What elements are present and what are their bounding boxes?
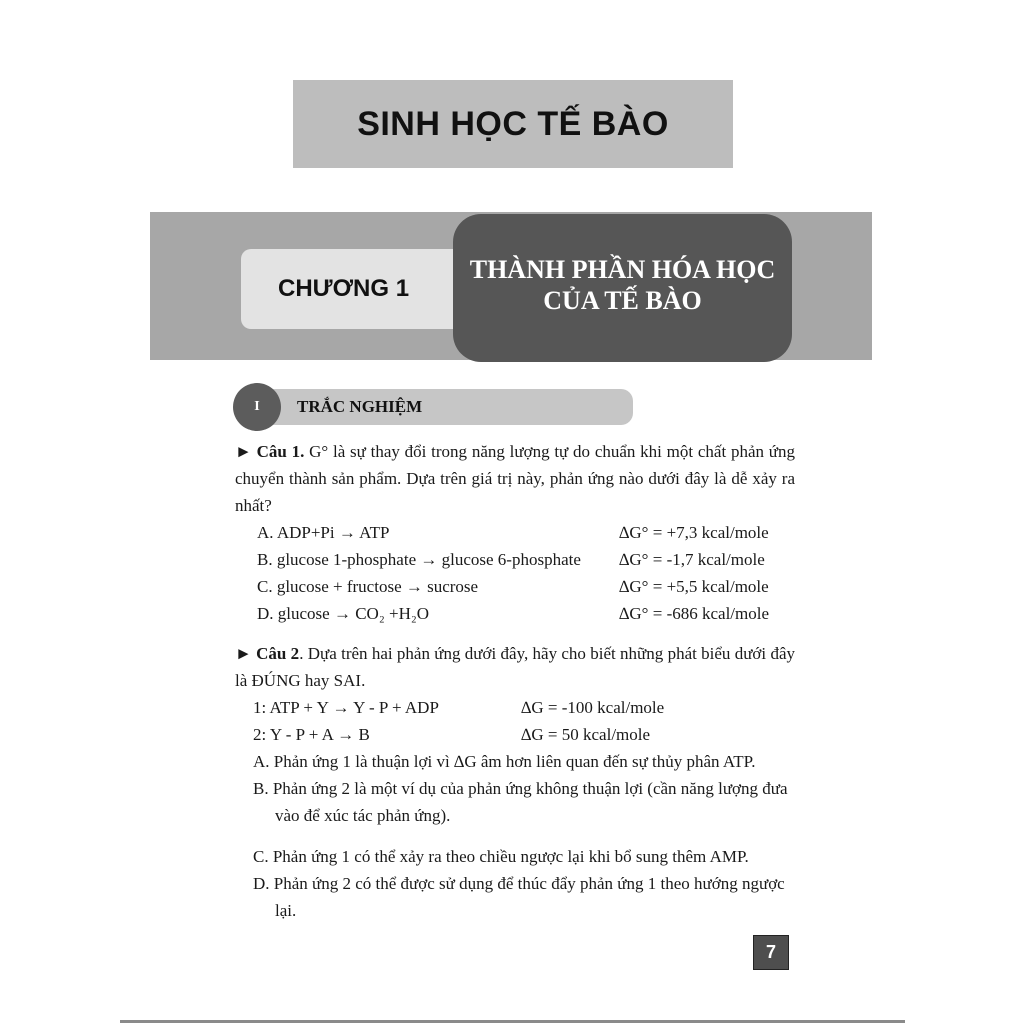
book-title: SINH HỌC TẾ BÀO [357,104,669,143]
question-2-reaction [253,721,795,748]
reaction-equation: 1: ATP + Y → Y - P + ADP [253,698,439,717]
reaction-energy: ∆G = 50 kcal/mole [521,725,651,744]
chapter-label: CHƯƠNG 1 [278,275,410,302]
option-reaction: D. glucose → CO₂ +H₂O [257,604,430,623]
question-2-text: . Dựa trên hai phản ứng dưới đây, hãy cho biết những phát biểu dưới đây là ĐÚNG hay SAI. [235,644,796,690]
book-title-banner [293,80,733,168]
section-number-badge: I [233,383,281,431]
statement-b: B. Phản ứng 2 là một ví dụ của phản ứng không thuận lợi (cần năng lượng đưa vào để xúc tác phản ứng). [253,779,788,825]
option-reaction: A. ADP+Pi → ATP [257,523,390,542]
question-1-option [257,573,795,600]
questions-content [235,438,795,924]
question-1-label: ► Câu 1. [235,442,305,461]
question-1-option [257,600,795,627]
question-2-label: ► Câu 2 [235,644,300,663]
question-1-option [257,546,795,573]
section-title: TRẮC NGHIỆM [297,397,423,416]
question-1-option [257,519,795,546]
option-energy: ∆G° = -1,7 kcal/mole [619,550,765,569]
question-1-stem [235,438,795,519]
chapter-title-line-2: CỦA TẾ BÀO [543,286,702,315]
statement-d: D. Phản ứng 2 có thể được sử dụng để thúc đẩy phản ứng 1 theo hướng ngược lại. [253,874,785,920]
question-1-text: G° là sự thay đổi trong năng lượng tự do chuẩn khi một chất phản ứng chuyển thành sản phẩm. Dựa trên giá trị này, phản ứng nào dưới đây là dễ xảy ra nhất? [235,442,796,515]
option-energy: ∆G° = -686 kcal/mole [619,604,770,623]
option-energy: ∆G° = +7,3 kcal/mole [619,523,769,542]
reaction-energy: ∆G = -100 kcal/mole [521,698,665,717]
chapter-label-box [241,249,481,329]
option-reaction: B. glucose 1-phosphate → glucose 6-phosphate [257,550,581,569]
statement-a: A. Phản ứng 1 là thuận lợi vì ∆G âm hơn liên quan đến sự thủy phân ATP. [253,752,756,771]
chapter-title-line-1: THÀNH PHẦN HÓA HỌC [469,255,776,284]
option-reaction: C. glucose + fructose → sucrose [257,577,479,596]
statement-c: C. Phản ứng 1 có thể xảy ra theo chiều ngược lại khi bổ sung thêm AMP. [253,847,749,866]
reaction-equation: 2: Y - P + A → B [253,725,370,744]
question-2-reaction [253,694,795,721]
question-2-stem [235,640,795,694]
page-number: 7 [753,935,789,970]
option-energy: ∆G° = +5,5 kcal/mole [619,577,769,596]
bottom-divider [120,1020,905,1023]
chapter-title-box [453,214,792,362]
